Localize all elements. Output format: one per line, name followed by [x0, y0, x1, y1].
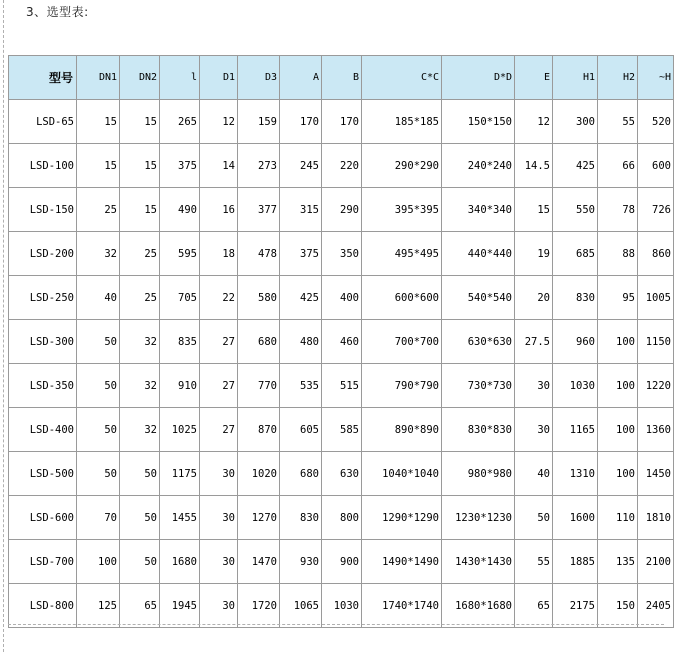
- value-cell: 70: [77, 496, 120, 540]
- value-cell: 150*150: [442, 100, 515, 144]
- value-cell: 790*790: [362, 364, 442, 408]
- table-row: [9, 188, 674, 232]
- model-cell: LSD-400: [9, 408, 77, 452]
- value-cell: 377: [238, 188, 280, 232]
- value-cell: 830: [280, 496, 322, 540]
- model-cell: LSD-500: [9, 452, 77, 496]
- table-row: [9, 496, 674, 540]
- table-header-row: [9, 56, 674, 100]
- value-cell: 15: [120, 144, 160, 188]
- value-cell: 32: [77, 232, 120, 276]
- column-header: B: [322, 56, 362, 100]
- value-cell: 40: [515, 452, 553, 496]
- value-cell: 135: [598, 540, 638, 584]
- value-cell: 680: [238, 320, 280, 364]
- value-cell: 66: [598, 144, 638, 188]
- column-header: H1: [553, 56, 598, 100]
- value-cell: 1720: [238, 584, 280, 628]
- value-cell: 25: [120, 276, 160, 320]
- value-cell: 50: [77, 452, 120, 496]
- value-cell: 30: [515, 408, 553, 452]
- table-row: [9, 584, 674, 628]
- value-cell: 65: [515, 584, 553, 628]
- value-cell: 1360: [638, 408, 674, 452]
- model-cell: LSD-250: [9, 276, 77, 320]
- value-cell: 1680: [160, 540, 200, 584]
- value-cell: 15: [77, 100, 120, 144]
- value-cell: 1310: [553, 452, 598, 496]
- model-cell: LSD-800: [9, 584, 77, 628]
- value-cell: 100: [598, 364, 638, 408]
- value-cell: 860: [638, 232, 674, 276]
- value-cell: 78: [598, 188, 638, 232]
- value-cell: 100: [598, 320, 638, 364]
- value-cell: 30: [200, 496, 238, 540]
- value-cell: 1030: [553, 364, 598, 408]
- value-cell: 425: [280, 276, 322, 320]
- value-cell: 375: [280, 232, 322, 276]
- column-header: DN2: [120, 56, 160, 100]
- value-cell: 685: [553, 232, 598, 276]
- value-cell: 870: [238, 408, 280, 452]
- value-cell: 50: [77, 364, 120, 408]
- value-cell: 95: [598, 276, 638, 320]
- value-cell: 1885: [553, 540, 598, 584]
- value-cell: 100: [598, 452, 638, 496]
- value-cell: 705: [160, 276, 200, 320]
- value-cell: 1945: [160, 584, 200, 628]
- value-cell: 830*830: [442, 408, 515, 452]
- value-cell: 50: [77, 320, 120, 364]
- value-cell: 55: [598, 100, 638, 144]
- value-cell: 30: [200, 584, 238, 628]
- value-cell: 1165: [553, 408, 598, 452]
- value-cell: 770: [238, 364, 280, 408]
- column-header: A: [280, 56, 322, 100]
- value-cell: 15: [120, 188, 160, 232]
- value-cell: 30: [200, 540, 238, 584]
- value-cell: 1020: [238, 452, 280, 496]
- value-cell: 1230*1230: [442, 496, 515, 540]
- value-cell: 50: [77, 408, 120, 452]
- value-cell: 30: [515, 364, 553, 408]
- value-cell: 890*890: [362, 408, 442, 452]
- value-cell: 1680*1680: [442, 584, 515, 628]
- value-cell: 540*540: [442, 276, 515, 320]
- value-cell: 835: [160, 320, 200, 364]
- model-cell: LSD-150: [9, 188, 77, 232]
- value-cell: 595: [160, 232, 200, 276]
- model-cell: LSD-100: [9, 144, 77, 188]
- model-cell: LSD-200: [9, 232, 77, 276]
- value-cell: 50: [120, 496, 160, 540]
- value-cell: 478: [238, 232, 280, 276]
- value-cell: 900: [322, 540, 362, 584]
- value-cell: 2405: [638, 584, 674, 628]
- column-header: l: [160, 56, 200, 100]
- value-cell: 240*240: [442, 144, 515, 188]
- value-cell: 490: [160, 188, 200, 232]
- value-cell: 50: [515, 496, 553, 540]
- value-cell: 15: [77, 144, 120, 188]
- value-cell: 300: [553, 100, 598, 144]
- value-cell: 16: [200, 188, 238, 232]
- value-cell: 630*630: [442, 320, 515, 364]
- value-cell: 315: [280, 188, 322, 232]
- value-cell: 290*290: [362, 144, 442, 188]
- value-cell: 585: [322, 408, 362, 452]
- value-cell: 25: [77, 188, 120, 232]
- value-cell: 960: [553, 320, 598, 364]
- value-cell: 460: [322, 320, 362, 364]
- value-cell: 100: [598, 408, 638, 452]
- value-cell: 375: [160, 144, 200, 188]
- value-cell: 150: [598, 584, 638, 628]
- value-cell: 55: [515, 540, 553, 584]
- value-cell: 25: [120, 232, 160, 276]
- value-cell: 535: [280, 364, 322, 408]
- value-cell: 480: [280, 320, 322, 364]
- value-cell: 726: [638, 188, 674, 232]
- column-header: C*C: [362, 56, 442, 100]
- model-cell: LSD-65: [9, 100, 77, 144]
- model-cell: LSD-300: [9, 320, 77, 364]
- model-cell: LSD-350: [9, 364, 77, 408]
- value-cell: 14.5: [515, 144, 553, 188]
- value-cell: 700*700: [362, 320, 442, 364]
- column-header: DN1: [77, 56, 120, 100]
- value-cell: 2175: [553, 584, 598, 628]
- value-cell: 910: [160, 364, 200, 408]
- selection-table-container: [8, 55, 671, 628]
- value-cell: 12: [200, 100, 238, 144]
- table-row: [9, 144, 674, 188]
- value-cell: 125: [77, 584, 120, 628]
- column-header: ~H: [638, 56, 674, 100]
- value-cell: 27: [200, 408, 238, 452]
- value-cell: 1450: [638, 452, 674, 496]
- value-cell: 27: [200, 320, 238, 364]
- value-cell: 1030: [322, 584, 362, 628]
- value-cell: 22: [200, 276, 238, 320]
- column-header: D*D: [442, 56, 515, 100]
- value-cell: 14: [200, 144, 238, 188]
- value-cell: 1040*1040: [362, 452, 442, 496]
- value-cell: 32: [120, 320, 160, 364]
- value-cell: 1270: [238, 496, 280, 540]
- value-cell: 1455: [160, 496, 200, 540]
- selection-table: [8, 55, 674, 628]
- value-cell: 185*185: [362, 100, 442, 144]
- value-cell: 2100: [638, 540, 674, 584]
- value-cell: 50: [120, 540, 160, 584]
- value-cell: 1600: [553, 496, 598, 540]
- value-cell: 88: [598, 232, 638, 276]
- table-row: [9, 232, 674, 276]
- value-cell: 18: [200, 232, 238, 276]
- value-cell: 730*730: [442, 364, 515, 408]
- value-cell: 600: [638, 144, 674, 188]
- value-cell: 100: [77, 540, 120, 584]
- value-cell: 32: [120, 408, 160, 452]
- table-row: [9, 540, 674, 584]
- value-cell: 19: [515, 232, 553, 276]
- value-cell: 1005: [638, 276, 674, 320]
- value-cell: 1430*1430: [442, 540, 515, 584]
- value-cell: 20: [515, 276, 553, 320]
- value-cell: 425: [553, 144, 598, 188]
- column-header: E: [515, 56, 553, 100]
- value-cell: 65: [120, 584, 160, 628]
- value-cell: 220: [322, 144, 362, 188]
- table-row: [9, 100, 674, 144]
- table-row: [9, 364, 674, 408]
- value-cell: 1065: [280, 584, 322, 628]
- value-cell: 50: [120, 452, 160, 496]
- value-cell: 340*340: [442, 188, 515, 232]
- value-cell: 1290*1290: [362, 496, 442, 540]
- value-cell: 495*495: [362, 232, 442, 276]
- model-cell: LSD-600: [9, 496, 77, 540]
- value-cell: 273: [238, 144, 280, 188]
- value-cell: 980*980: [442, 452, 515, 496]
- value-cell: 630: [322, 452, 362, 496]
- table-row: [9, 320, 674, 364]
- value-cell: 27: [200, 364, 238, 408]
- column-header-model: 型号: [9, 56, 77, 100]
- value-cell: 680: [280, 452, 322, 496]
- section-heading: 3、选型表:: [26, 5, 89, 19]
- value-cell: 15: [515, 188, 553, 232]
- value-cell: 1025: [160, 408, 200, 452]
- value-cell: 265: [160, 100, 200, 144]
- model-cell: LSD-700: [9, 540, 77, 584]
- value-cell: 1220: [638, 364, 674, 408]
- value-cell: 12: [515, 100, 553, 144]
- value-cell: 170: [280, 100, 322, 144]
- column-header: D3: [238, 56, 280, 100]
- table-row: [9, 408, 674, 452]
- value-cell: 1490*1490: [362, 540, 442, 584]
- value-cell: 830: [553, 276, 598, 320]
- value-cell: 580: [238, 276, 280, 320]
- value-cell: 30: [200, 452, 238, 496]
- value-cell: 1470: [238, 540, 280, 584]
- column-header: H2: [598, 56, 638, 100]
- value-cell: 170: [322, 100, 362, 144]
- value-cell: 32: [120, 364, 160, 408]
- value-cell: 1810: [638, 496, 674, 540]
- value-cell: 800: [322, 496, 362, 540]
- value-cell: 400: [322, 276, 362, 320]
- value-cell: 110: [598, 496, 638, 540]
- bottom-guide: [8, 624, 664, 625]
- column-header: D1: [200, 56, 238, 100]
- value-cell: 600*600: [362, 276, 442, 320]
- table-row: [9, 276, 674, 320]
- value-cell: 930: [280, 540, 322, 584]
- value-cell: 40: [77, 276, 120, 320]
- table-row: [9, 452, 674, 496]
- value-cell: 1175: [160, 452, 200, 496]
- value-cell: 159: [238, 100, 280, 144]
- value-cell: 350: [322, 232, 362, 276]
- page-left-guide: [3, 0, 4, 652]
- value-cell: 15: [120, 100, 160, 144]
- value-cell: 290: [322, 188, 362, 232]
- table-body: [9, 100, 674, 628]
- value-cell: 520: [638, 100, 674, 144]
- value-cell: 1150: [638, 320, 674, 364]
- value-cell: 515: [322, 364, 362, 408]
- value-cell: 395*395: [362, 188, 442, 232]
- value-cell: 605: [280, 408, 322, 452]
- value-cell: 440*440: [442, 232, 515, 276]
- value-cell: 1740*1740: [362, 584, 442, 628]
- value-cell: 245: [280, 144, 322, 188]
- value-cell: 550: [553, 188, 598, 232]
- value-cell: 27.5: [515, 320, 553, 364]
